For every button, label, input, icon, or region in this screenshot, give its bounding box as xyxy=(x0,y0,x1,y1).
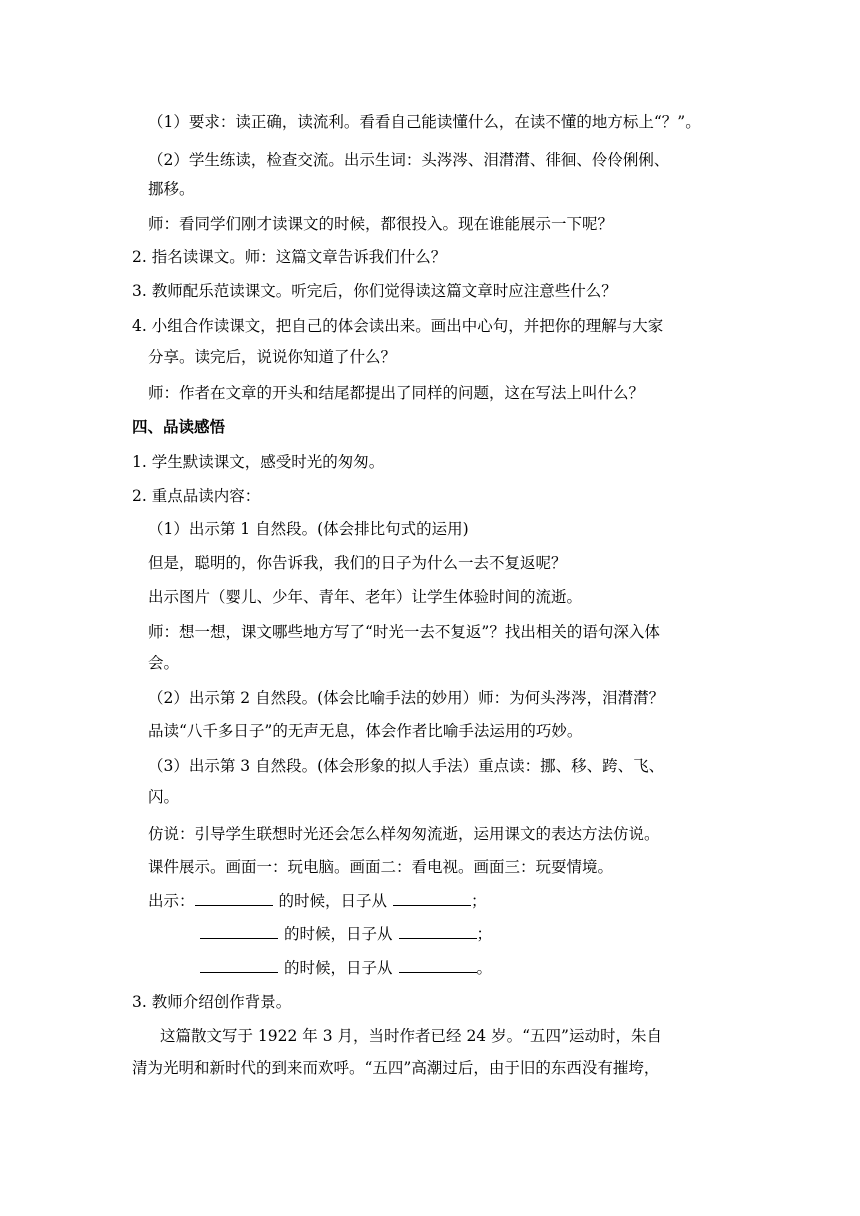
text-line: （2）学生练读，检查交流。出示生词：头涔涔、泪潸潸、徘徊、伶伶俐俐、 xyxy=(148,151,670,169)
text-line: 品读“八千多日子”的无声无息，体会作者比喻手法运用的巧妙。 xyxy=(148,722,583,740)
section-heading: 四、品读感悟 xyxy=(132,418,226,436)
text-line: 挪移。 xyxy=(148,180,195,198)
text-line: 1. 学生默读课文，感受时光的匆匆。 xyxy=(132,453,385,471)
text-line: 师：看同学们刚才读课文的时候，都很投入。现在谁能展示一下呢？ xyxy=(148,215,614,233)
text-line: 出示图片（婴儿、少年、青年、老年）让学生体验时间的流逝。 xyxy=(148,588,583,606)
text-line: 师：想一想，课文哪些地方写了“时光一去不复返”？找出相关的语句深入体 xyxy=(148,623,660,641)
text-line: 3. 教师配乐范读课文。听完后，你们觉得读这篇文章时应注意些什么？ xyxy=(132,282,617,300)
blank-underline xyxy=(399,958,477,973)
text-line: （1）出示第 1 自然段。(体会排比句式的运用) xyxy=(148,520,469,538)
text-line: 闪。 xyxy=(148,788,180,806)
text-line: 仿说：引导学生联想时光还会怎么样匆匆流逝，运用课文的表达方法仿说。 xyxy=(148,825,660,843)
text-line: 课件展示。画面一：玩电脑。画面二：看电视。画面三：玩耍情境。 xyxy=(148,858,614,876)
fill-blank-line xyxy=(200,958,492,978)
fill-prefix: 出示： xyxy=(148,892,195,910)
text-line: （3）出示第 3 自然段。(体会形象的拟人手法）重点读：挪、移、跨、飞、 xyxy=(148,757,665,775)
fill-end: 。 xyxy=(476,959,493,977)
fill-mid: 的时候，日子从 xyxy=(284,959,393,977)
text-line: 3. 教师介绍创作背景。 xyxy=(132,993,292,1011)
fill-blank-line xyxy=(148,891,487,911)
text-line: 师：作者在文章的开头和结尾都提出了同样的问题，这在写法上叫什么？ xyxy=(148,384,645,402)
text-line: 2. 重点品读内容： xyxy=(132,487,261,505)
blank-underline xyxy=(200,924,278,939)
text-line: 会。 xyxy=(148,654,180,672)
text-line: 清为光明和新时代的到来而欢呼。“五四”高潮过后，由于旧的东西没有摧垮， xyxy=(132,1059,660,1077)
blank-underline xyxy=(399,924,477,939)
fill-end: ； xyxy=(476,925,493,943)
blank-underline xyxy=(200,958,278,973)
fill-mid: 的时候，日子从 xyxy=(278,892,388,910)
fill-blank-line xyxy=(200,924,492,944)
fill-mid: 的时候，日子从 xyxy=(284,925,393,943)
blank-underline xyxy=(393,891,471,906)
blank-underline xyxy=(195,891,273,906)
text-line: 4. 小组合作读课文，把自己的体会读出来。画出中心句，并把你的理解与大家 xyxy=(132,317,664,335)
text-line: 分享。读完后，说说你知道了什么？ xyxy=(148,348,397,366)
text-line: （1）要求：读正确，读流利。看看自己能读懂什么，在读不懂的地方标上“？”。 xyxy=(148,113,701,131)
text-line: 这篇散文写于 1922 年 3 月，当时作者已经 24 岁。“五四”运动时，朱自 xyxy=(160,1027,662,1045)
text-line: （2）出示第 2 自然段。(体会比喻手法的妙用）师：为何头涔涔，泪潸潸？ xyxy=(148,689,665,707)
text-line: 2. 指名读课文。师：这篇文章告诉我们什么？ xyxy=(132,248,447,266)
text-line: 但是，聪明的，你告诉我，我们的日子为什么一去不复返呢？ xyxy=(148,554,567,572)
fill-end: ； xyxy=(471,892,487,910)
